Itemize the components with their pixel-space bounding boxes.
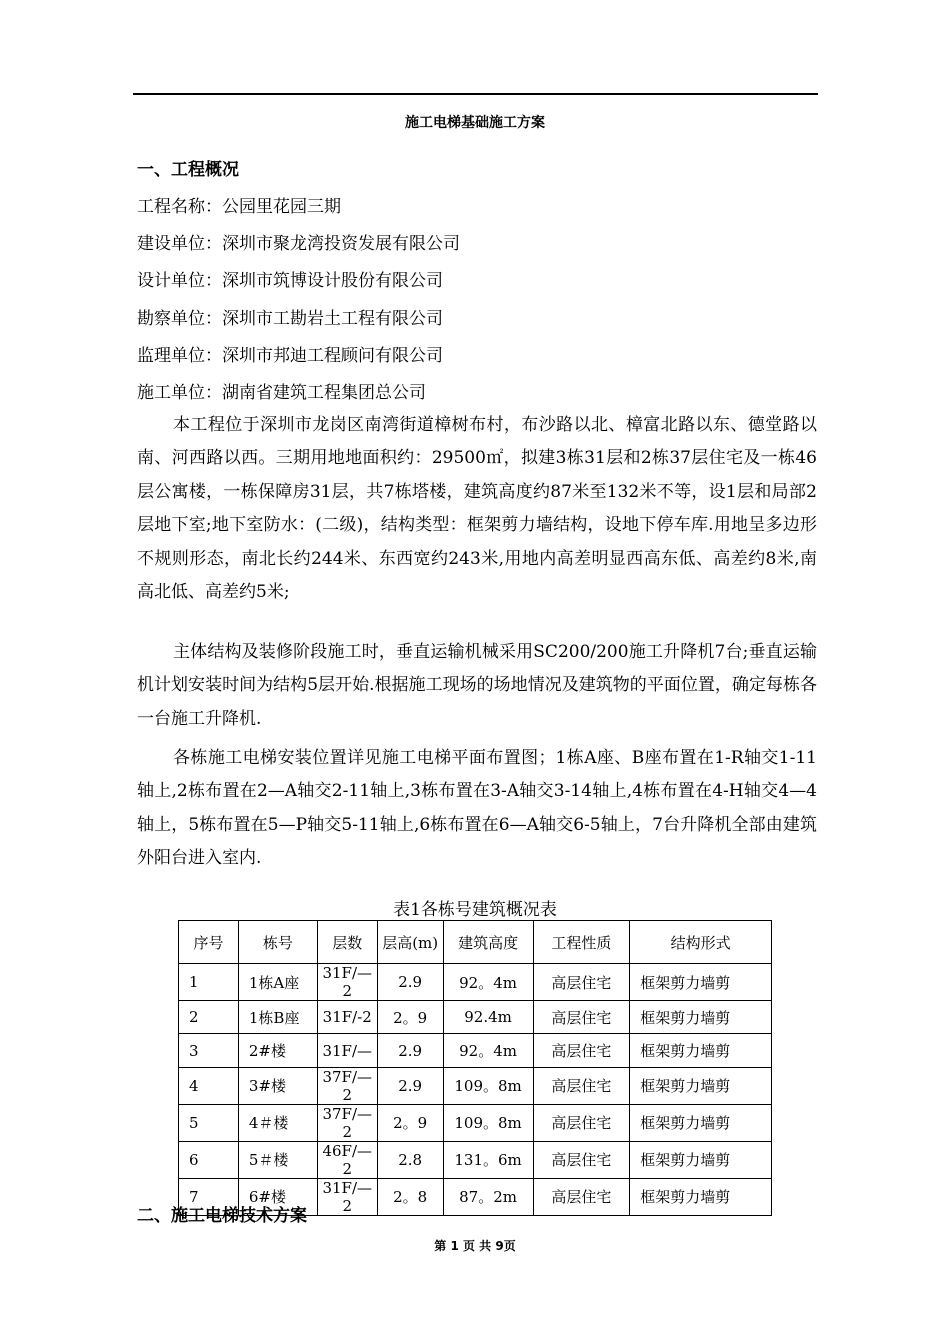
document-title: 施工电梯基础施工方案 [405,115,545,131]
table-row [179,1067,772,1104]
table-cell: 3#楼 [238,1067,317,1104]
table-cell: 1栋B座 [238,1001,317,1034]
table-cell: 1 [179,964,239,1001]
table-row [179,1001,772,1034]
table-cell: 2.9 [377,1067,443,1104]
table-row [179,1034,772,1067]
section-heading-technical: 二、施工电梯技术方案 [137,1206,307,1226]
table-cell: 高层住宅 [533,1104,630,1141]
client-line: 建设单位：深圳市聚龙湾投资发展有限公司 [137,234,460,254]
table-header-cell: 层数 [317,921,377,964]
table-cell: 37F/—2 [317,1067,377,1104]
paragraph-elevators: 主体结构及装修阶段施工时，垂直运输机械采用SC200/200施工升降机7台;垂直运输机计划安装时间为结构5层开始.根据施工现场的场地情况及建筑物的平面位置，确定每栋各一台施工升降机. [137,642,817,729]
table-cell: 框架剪力墙剪 [630,1104,772,1141]
table-cell: 31F/— [317,1034,377,1067]
table-row [179,1104,772,1141]
table-cell: 92.4m [443,1001,533,1034]
page-footer: 第 1 页 共 9页 [434,1239,516,1253]
table-row [179,964,772,1001]
table-cell: 2.9 [377,1034,443,1067]
table-cell: 框架剪力墙剪 [630,1141,772,1178]
table-cell: 31F/—2 [317,1178,377,1215]
table-header-cell: 工程性质 [533,921,630,964]
table-cell: 框架剪力墙剪 [630,1178,772,1215]
surveyor-line: 勘察单位：深圳市工勘岩土工程有限公司 [137,309,443,329]
table-header-cell: 层高(m) [377,921,443,964]
table-cell: 3 [179,1034,239,1067]
table-header-cell: 栋号 [238,921,317,964]
table-cell: 高层住宅 [533,1001,630,1034]
table-cell: 框架剪力墙剪 [630,1067,772,1104]
table-cell: 109。8m [443,1067,533,1104]
table-cell: 框架剪力墙剪 [630,1001,772,1034]
table-cell: 46F/—2 [317,1141,377,1178]
table-cell: 框架剪力墙剪 [630,1034,772,1067]
table-cell: 5＃楼 [238,1141,317,1178]
table-cell: 2。8 [377,1178,443,1215]
table-cell: 92。4m [443,1034,533,1067]
table-cell: 7 [179,1178,239,1215]
table-cell: 高层住宅 [533,1141,630,1178]
table-cell: 6#楼 [238,1178,317,1215]
table-cell: 高层住宅 [533,1034,630,1067]
table-header-row [179,921,772,964]
table-cell: 高层住宅 [533,964,630,1001]
contractor-line: 施工单位：湖南省建筑工程集团总公司 [137,383,426,403]
supervisor-line: 监理单位：深圳市邦迪工程顾问有限公司 [137,346,443,366]
section-heading-overview: 一、工程概况 [137,160,239,180]
table-cell: 4＃楼 [238,1104,317,1141]
table-cell: 6 [179,1141,239,1178]
table-cell: 2#楼 [238,1034,317,1067]
paragraph-location: 本工程位于深圳市龙岗区南湾街道樟树布村，布沙路以北、樟富北路以东、德堂路以南、河西路以西。三期用地地面积约：29500㎡，拟建3栋31层和2栋37层住宅及一栋46层公寓楼，一栋保障房31层，共7栋塔楼，建筑高度约87米至132米不等，设1层和局部2层地下室;地下室防水：(二级)，结构类型：框架剪力墙结构，设地下停车库.用地呈多边形不规则形态，南北长约244米、东西宽约243米,用地内高差明显西高东低、高差约8米,南高北低、高差约5米; [137,415,817,603]
table-caption: 表1各栋号建筑概况表 [393,900,557,920]
table-cell: 1栋A座 [238,964,317,1001]
table-cell: 2.8 [377,1141,443,1178]
table-cell: 4 [179,1067,239,1104]
table-header-cell: 建筑高度 [443,921,533,964]
table-cell: 高层住宅 [533,1178,630,1215]
table-cell: 37F/—2 [317,1104,377,1141]
table-cell: 109。8m [443,1104,533,1141]
table-cell: 131。6m [443,1141,533,1178]
table-cell: 31F/-2 [317,1001,377,1034]
table-row [179,1141,772,1178]
table-cell: 87。2m [443,1178,533,1215]
table-header-cell: 结构形式 [630,921,772,964]
header-rule [133,93,818,95]
table-cell: 2。9 [377,1001,443,1034]
table-cell: 31F/—2 [317,964,377,1001]
table-cell: 高层住宅 [533,1067,630,1104]
table-cell: 5 [179,1104,239,1141]
project-name-line: 工程名称：公园里花园三期 [137,197,341,217]
table-cell: 2.9 [377,964,443,1001]
table-cell: 框架剪力墙剪 [630,964,772,1001]
table-cell: 92。4m [443,964,533,1001]
building-overview-table [178,920,772,1216]
designer-line: 设计单位：深圳市筑博设计股份有限公司 [137,271,443,291]
table-cell: 2。9 [377,1104,443,1141]
paragraph-positions: 各栋施工电梯安装位置详见施工电梯平面布置图；1栋A座、B座布置在1-R轴交1-11轴上,2栋布置在2—A轴交2-11轴上,3栋布置在3-A轴交3-14轴上,4栋布置在4-H轴交4—4轴上，5栋布置在5—P轴交5-11轴上,6栋布置在6—A轴交6-5轴上，7台升降机全部由建筑外阳台进入室内. [137,748,817,869]
table-cell: 2 [179,1001,239,1034]
table-header-cell: 序号 [179,921,239,964]
